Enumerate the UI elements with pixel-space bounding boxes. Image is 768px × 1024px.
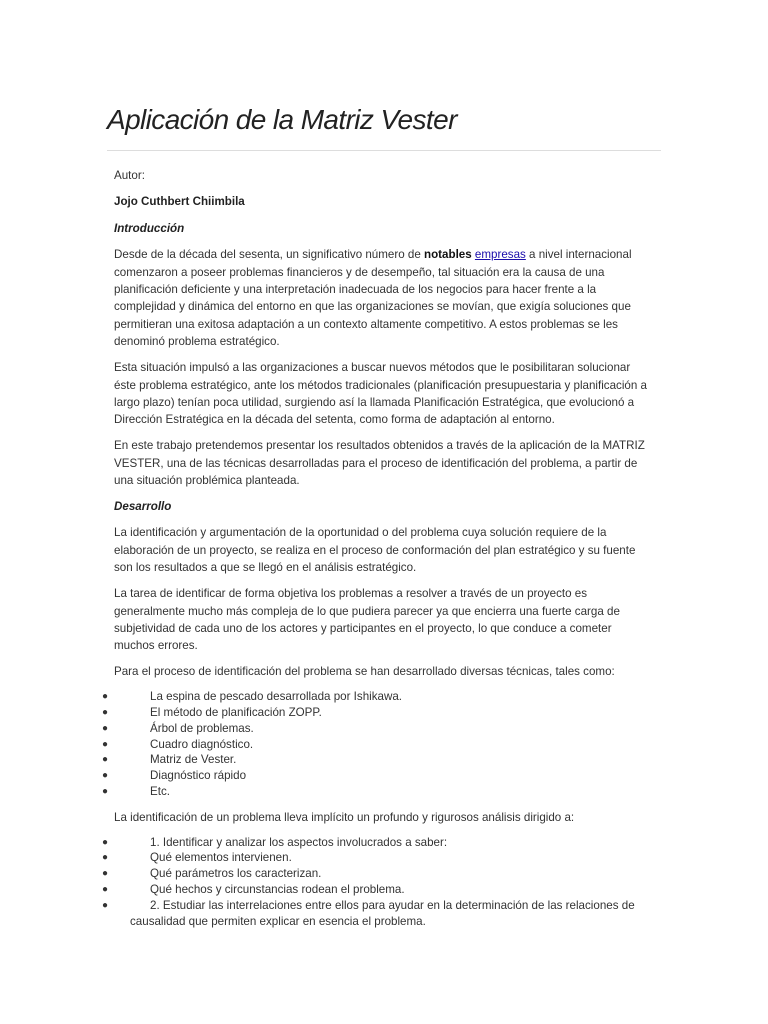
bullet-icon: ●: [102, 884, 109, 896]
intro-p1-bold-word: notables: [424, 248, 472, 262]
bullet-icon: ●: [102, 738, 109, 750]
analysis-list: [100, 835, 650, 930]
list-item: [100, 737, 650, 753]
list-item-text: Qué hechos y circunstancias rodean el problema.: [150, 883, 405, 897]
list-item-text: Cuadro diagnóstico.: [150, 737, 254, 751]
list-item: [100, 768, 650, 784]
list-item: [100, 835, 650, 851]
intro-paragraph-2: Esta situación impulsó a las organizaciones a buscar nuevos métodos que le posibilitaran solucionar éste problema estratégico, ante los métodos tradicionales (planificación presupuestaria y planificación a largo plazo) tenían poca utilidad, surgiendo así la llamada Planificación Estratégica, que evolucionó a Dirección Estratégica en la década del setenta, como forma de adaptación al entorno.: [114, 361, 647, 427]
title-divider: [107, 150, 661, 151]
list-item-text: 1. Identificar y analizar los aspectos involucrados a saber:: [150, 835, 448, 849]
list-item: [100, 784, 650, 800]
list-item: [100, 705, 650, 721]
list-item-text: Qué parámetros los caracterizan.: [150, 867, 322, 881]
development-paragraph-4: La identificación de un problema lleva implícito un profundo y rigurosos análisis dirigido a:: [114, 810, 575, 824]
author-label: Autor:: [114, 169, 145, 182]
intro-p1-text-b: a nivel internacional comenzaron a poseer problemas financieros y de desempeño, tal situación era la causa de una planificación deficiente y una interpretación inadecuada de los negocios para hacer frente a la complejidad y dinámica del entorno en que las organizaciones se movían, que exigía soluciones que permitieran una exitosa adaptación a un contexto altamente competitivo. A estos problemas se les denominó problema estratégico.: [114, 248, 632, 349]
bullet-icon: ●: [102, 899, 109, 911]
bullet-icon: ●: [102, 868, 109, 880]
bullet-icon: ●: [102, 770, 109, 782]
bullet-icon: ●: [102, 722, 109, 734]
intro-paragraph-3: En este trabajo pretendemos presentar los resultados obtenidos a través de la aplicación de la MATRIZ VESTER, una de las técnicas desarrolladas para el proceso de identificación del problema, a partir de una situación problémica planteada.: [114, 439, 645, 488]
list-item-text: Matriz de Vester.: [150, 753, 237, 767]
empresas-link[interactable]: empresas: [474, 248, 526, 262]
intro-paragraph-1: [114, 246, 650, 350]
list-item-text: El método de planificación ZOPP.: [150, 705, 322, 719]
intro-p1-text-a: Desde de la década del sesenta, un significativo número de: [114, 248, 425, 262]
list-item-text: Etc.: [150, 784, 170, 798]
intro-heading: Introducción: [114, 221, 185, 235]
list-item-text: Árbol de problemas.: [150, 721, 254, 735]
bullet-icon: ●: [102, 754, 109, 766]
list-item: [100, 689, 650, 705]
list-item: [100, 752, 650, 768]
list-item: [100, 850, 650, 866]
list-item-text: Qué elementos intervienen.: [150, 851, 292, 865]
development-paragraph-3: Para el proceso de identificación del problema se han desarrollado diversas técnicas, tales como:: [114, 665, 615, 679]
list-item: [100, 898, 650, 930]
bullet-icon: ●: [102, 836, 109, 848]
article-body: [102, 167, 650, 938]
bullet-icon: ●: [102, 785, 109, 797]
bullet-icon: ●: [102, 691, 109, 703]
list-item: [100, 721, 650, 737]
list-item: [100, 882, 650, 898]
techniques-list: [100, 689, 650, 800]
list-item-text: Diagnóstico rápido: [150, 769, 247, 783]
list-item-text: 2. Estudiar las interrelaciones entre ellos para ayudar en la determinación de las relaciones de causalidad que permiten explicar en esencia el problema.: [130, 898, 635, 928]
article-title: Aplicación de la Matriz Vester: [107, 104, 457, 135]
list-item: [100, 866, 650, 882]
author-name: Jojo Cuthbert Chiimbila: [114, 195, 245, 209]
bullet-icon: ●: [102, 706, 109, 718]
development-heading: Desarrollo: [114, 500, 172, 513]
development-paragraph-1: La identificación y argumentación de la oportunidad o del problema cuya solución requiere de la elaboración de un proyecto, se realiza en el proceso de conformación del plan estratégico y su fuente son los resultados a que se llegó en el análisis estratégico.: [114, 526, 636, 575]
bullet-icon: ●: [102, 852, 109, 864]
development-paragraph-2: La tarea de identificar de forma objetiva los problemas a resolver a través de un proyecto es generalmente mucho más compleja de lo que pudiera parecer ya que encierra una fuerte carga de subjetividad de cada uno de los actores y participantes en el proyecto, lo que conduce a cometer muchos errores.: [114, 587, 620, 653]
list-item-text: La espina de pescado desarrollada por Ishikawa.: [150, 690, 403, 704]
